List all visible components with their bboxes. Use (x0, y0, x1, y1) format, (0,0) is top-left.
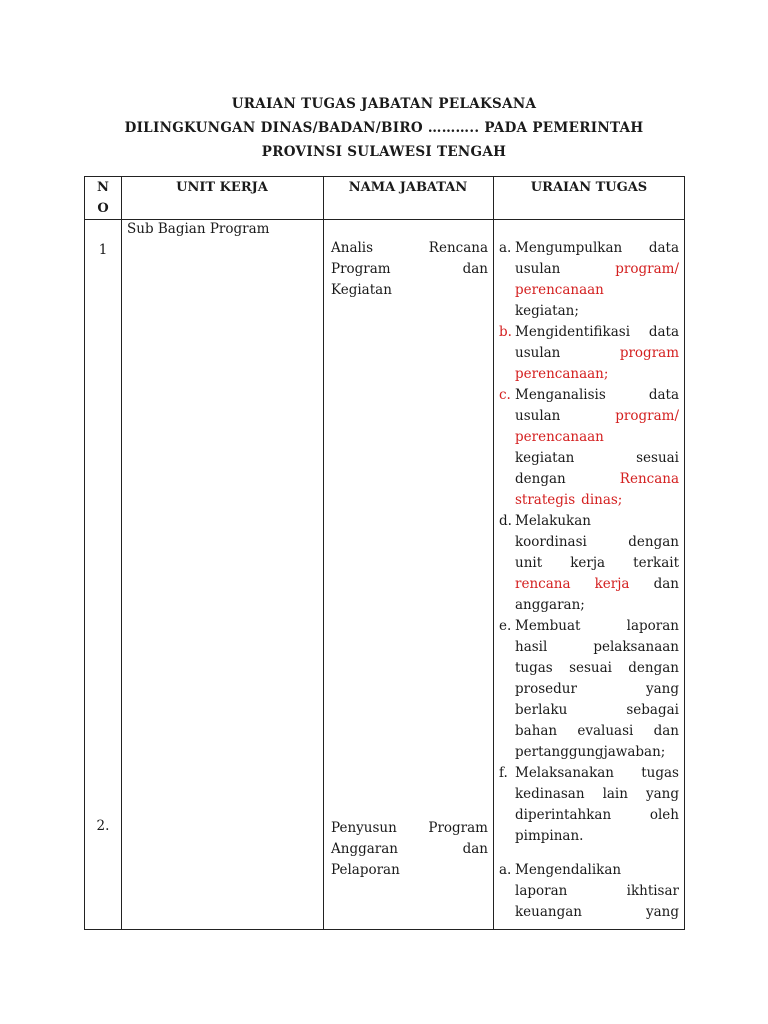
jabatan-word: Kegiatan (331, 282, 392, 298)
task-marker: e. (499, 618, 512, 634)
row-number-2: 2. (96, 818, 110, 834)
task-table (84, 176, 685, 930)
uraian-tugas-cell-2 (499, 860, 679, 923)
header-nama-jabatan: NAMA JABATAN (348, 180, 468, 195)
document-title (0, 92, 768, 164)
title-line-3: PROVINSI SULAWESI TENGAH (261, 144, 507, 160)
jabatan-word: Penyusun (331, 820, 397, 836)
task-text: Melakukan koordinasi dengan unit kerja terkait rencana kerja dan anggaran; (515, 513, 679, 613)
task-text: Mengendalikan laporan ikhtisar keuangan yang (515, 862, 679, 920)
task-item (499, 616, 679, 763)
jabatan-word: Program (331, 261, 391, 277)
task-item (499, 238, 679, 322)
jabatan-word: Program (428, 820, 488, 836)
header-no-line-2: O (97, 201, 109, 216)
task-marker: c. (499, 387, 511, 403)
task-item (499, 860, 679, 923)
jabatan-word: Analis (331, 240, 374, 256)
task-text: Mengumpulkan data usulan program/ perencanaan kegiatan; (515, 240, 679, 319)
task-text: Membuat laporan hasil pelaksanaan tugas sesuai dengan prosedur yang berlaku sebagai bahan evaluasi dan pertanggungjawaban; (515, 618, 679, 760)
header-no-line-1: N (97, 180, 109, 195)
jabatan-word: dan (462, 841, 488, 857)
col-divider-1 (121, 177, 122, 929)
task-text: Mengidentifikasi data usulan program perencanaan; (515, 324, 679, 382)
task-item (499, 511, 679, 616)
task-marker: a. (499, 240, 512, 256)
task-text: Melaksanakan tugas kedinasan lain yang diperintahkan oleh pimpinan. (515, 765, 679, 844)
task-text: Menganalisis data usulan program/ perencanaan kegiatan sesuai dengan Rencana strategis dinas; (515, 387, 679, 508)
task-marker: a. (499, 862, 512, 878)
task-item (499, 763, 679, 847)
title-line-2: DILINGKUNGAN DINAS/BADAN/BIRO ……….. PADA PEMERINTAH (124, 120, 644, 136)
jabatan-word: dan (462, 261, 488, 277)
title-line-1: URAIAN TUGAS JABATAN PELAKSANA (231, 96, 537, 112)
jabatan-word: Pelaporan (331, 862, 400, 878)
jabatan-cell-2 (331, 818, 488, 881)
jabatan-cell-1 (331, 238, 488, 301)
unit-kerja-cell: Sub Bagian Program (127, 221, 270, 237)
task-marker: d. (499, 513, 512, 529)
jabatan-word: Anggaran (331, 841, 398, 857)
jabatan-word: Rencana (428, 240, 488, 256)
header-unit-kerja: UNIT KERJA (176, 180, 268, 195)
task-marker: b. (499, 324, 512, 340)
col-divider-3 (493, 177, 494, 929)
task-item (499, 322, 679, 385)
col-divider-2 (323, 177, 324, 929)
header-uraian-tugas: URAIAN TUGAS (530, 180, 648, 195)
task-item (499, 385, 679, 511)
task-marker: f. (499, 765, 508, 781)
header-no (85, 177, 121, 219)
row-number-1: 1 (98, 242, 108, 258)
uraian-tugas-cell-1 (499, 238, 679, 847)
